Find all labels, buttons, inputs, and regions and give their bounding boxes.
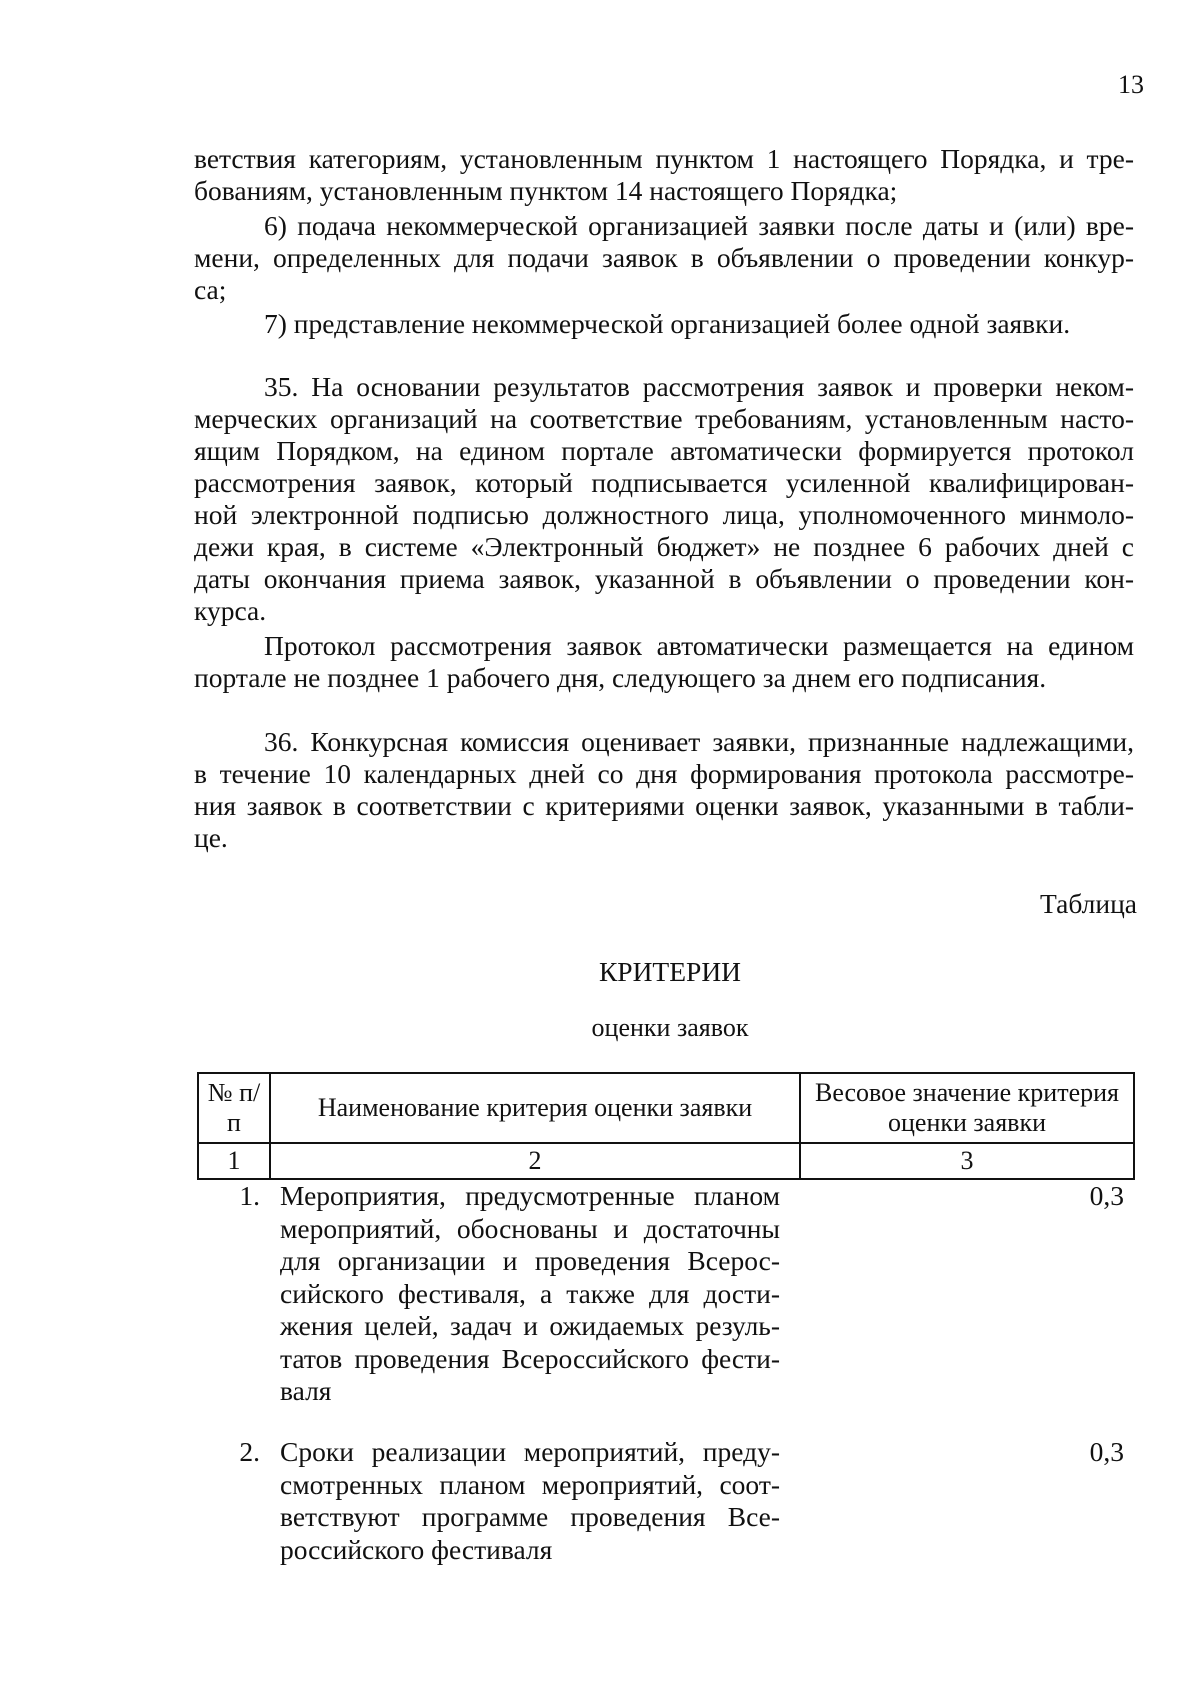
text-line: ной электронной подписью должностного лица, уполномоченного минмоло-: [194, 499, 1134, 530]
text-line: татов проведения Всероссийского фести-: [280, 1342, 780, 1374]
text-line: портале не позднее 1 рабочего дня, следующего за днем его подписания.: [194, 662, 1047, 693]
row-number: 2.: [239, 1436, 260, 1467]
text-line: жения целей, задач и ожидаемых резуль-: [280, 1310, 780, 1341]
text-line: ветствуют программе проведения Все-: [280, 1501, 780, 1532]
weight-value: 0,3: [1089, 1180, 1124, 1211]
column-number: 1: [198, 1143, 270, 1179]
text-line: 7) представление некоммерческой организацией более одной заявки.: [264, 308, 1071, 339]
text-line: валя: [280, 1375, 332, 1406]
text-line: смотренных планом мероприятий, соот-: [280, 1468, 780, 1500]
text-line: мерческих организаций на соответствие требованиям, установленным насто-: [194, 403, 1134, 434]
column-number: 2: [270, 1143, 800, 1179]
text-line: Мероприятия, предусмотренные планом: [280, 1180, 780, 1211]
text-line: для организации и проведения Всерос-: [280, 1245, 780, 1276]
text-line: ния заявок в соответствии с критериями оценки заявок, указанными в табли-: [194, 790, 1134, 821]
text-line: рассмотрения заявок, который подписывается усиленной квалифицирован-: [194, 467, 1134, 498]
header-number: № п/п: [198, 1073, 270, 1143]
text-line: российского фестиваля: [280, 1533, 553, 1565]
table-subtitle: оценки заявок: [591, 1013, 749, 1042]
text-line: бованиям, установленным пунктом 14 настоящего Порядка;: [194, 175, 898, 206]
text-line: це.: [194, 822, 228, 853]
criterion-text: [280, 1180, 780, 1408]
text-line: сийского фестиваля, а также для дости-: [280, 1277, 780, 1309]
text-line: ветствия категориям, установленным пунктом 1 настоящего Порядка, и тре-: [194, 143, 1134, 174]
text-line: даты окончания приема заявок, указанной в объявлении о проведении кон-: [194, 563, 1134, 594]
table-title: КРИТЕРИИ: [598, 956, 742, 987]
header-weight: Весовое значение критерия оценки заявки: [800, 1073, 1134, 1143]
table-label: Таблица: [1040, 888, 1137, 919]
row-number: 1.: [239, 1180, 260, 1211]
criterion-text: [280, 1436, 780, 1566]
text-line: Сроки реализации мероприятий, преду-: [280, 1436, 780, 1467]
column-number: 3: [800, 1143, 1134, 1179]
header-criterion: Наименование критерия оценки заявки: [270, 1073, 800, 1143]
text-line: Протокол рассмотрения заявок автоматически размещается на едином: [264, 630, 1134, 661]
text-line: мени, определенных для подачи заявок в объявлении о проведении конкур-: [194, 242, 1134, 273]
text-line: дежи края, в системе «Электронный бюджет» не позднее 6 рабочих дней с: [194, 531, 1134, 562]
text-line: ящим Порядком, на едином портале автоматически формируется протокол: [194, 435, 1134, 466]
text-line: 36. Конкурсная комиссия оценивает заявки, признанные надлежащими,: [264, 726, 1134, 757]
text-line: са;: [194, 274, 227, 305]
text-line: 35. На основании результатов рассмотрения заявок и проверки неком-: [264, 371, 1134, 402]
criteria-table-header: [197, 1072, 1135, 1180]
text-line: мероприятий, обоснованы и достаточны: [280, 1212, 780, 1244]
page-number: 13: [1118, 70, 1144, 99]
text-line: 6) подача некоммерческой организацией заявки после даты и (или) вре-: [264, 210, 1134, 241]
text-line: курса.: [194, 595, 267, 626]
weight-value: 0,3: [1089, 1436, 1124, 1467]
text-line: в течение 10 календарных дней со дня формирования протокола рассмотре-: [194, 758, 1134, 789]
